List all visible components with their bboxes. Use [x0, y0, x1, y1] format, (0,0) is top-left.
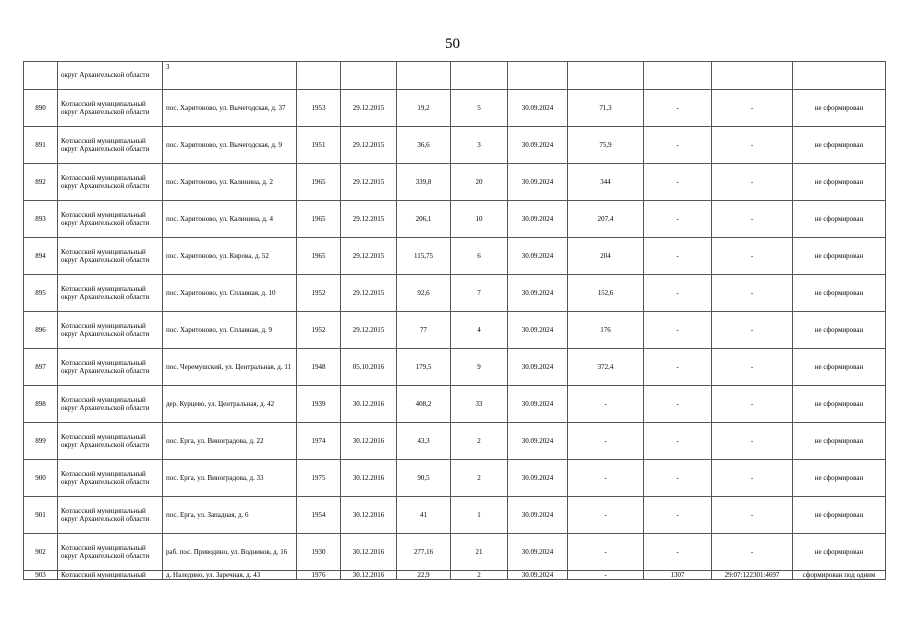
cell-owner: Котласский муниципальный округ Архангельской области: [58, 201, 163, 238]
cell-status: не сформирован: [793, 127, 886, 164]
cell-num: 895: [24, 275, 58, 312]
cell-status: не сформирован: [793, 164, 886, 201]
table-row-continuation: [24, 62, 886, 90]
cell-owner: Котласский муниципальный округ Архангельской области: [58, 238, 163, 275]
cell-area: 179,5: [397, 349, 451, 386]
cell-area: 77: [397, 312, 451, 349]
cell-col11: -: [712, 497, 793, 534]
cell-date: 30.12.2016: [341, 423, 397, 460]
table-row: [24, 90, 886, 127]
cell-area: 206,1: [397, 201, 451, 238]
table-row: [24, 201, 886, 238]
cell-date: 29.12.2015: [341, 164, 397, 201]
cell-address: пос. Харитоново, ул. Вычегодская, д. 9: [163, 127, 297, 164]
cell-date: 29.12.2015: [341, 238, 397, 275]
cell-deadline: 30.09.2024: [508, 238, 568, 275]
cell-value: -: [568, 423, 644, 460]
cell-owner: Котласский муниципальный округ Архангельской области: [58, 423, 163, 460]
cell-value: -: [568, 497, 644, 534]
cell-year: 1952: [297, 312, 341, 349]
cell-status: не сформирован: [793, 423, 886, 460]
cell-col10: -: [644, 127, 712, 164]
cell-address: 3: [163, 62, 297, 90]
cell-address: пос. Харитоново, ул. Сплавная, д. 10: [163, 275, 297, 312]
cell-deadline: 30.09.2024: [508, 312, 568, 349]
cell-num: [24, 62, 58, 90]
table-row: [24, 423, 886, 460]
cell-count: 3: [451, 127, 508, 164]
cell-address: пос. Харитоново, ул. Кирова, д. 52: [163, 238, 297, 275]
cell-deadline: 30.09.2024: [508, 164, 568, 201]
cell-date: 29.12.2015: [341, 90, 397, 127]
cell-count: 21: [451, 534, 508, 571]
cell-area: 43,3: [397, 423, 451, 460]
cell-area: 41: [397, 497, 451, 534]
cell-status: не сформирован: [793, 238, 886, 275]
cell-deadline: 30.09.2024: [508, 497, 568, 534]
cell-address: пос. Харитоново, ул. Калинина, д. 2: [163, 164, 297, 201]
cell-value: 344: [568, 164, 644, 201]
cell-status: не сформирован: [793, 497, 886, 534]
cell-col10: -: [644, 497, 712, 534]
cell-col11: -: [712, 534, 793, 571]
cell-value: [568, 62, 644, 90]
table-row: [24, 127, 886, 164]
table-row: [24, 349, 886, 386]
cell-year: 1965: [297, 238, 341, 275]
cell-status: не сформирован: [793, 460, 886, 497]
cell-num: 893: [24, 201, 58, 238]
cell-col10: -: [644, 90, 712, 127]
cell-area: 339,8: [397, 164, 451, 201]
cell-status: не сформирован: [793, 534, 886, 571]
cell-area: 22,9: [397, 571, 451, 580]
cell-owner: Котласский муниципальный округ Архангельской области: [58, 460, 163, 497]
cell-num: 896: [24, 312, 58, 349]
cell-num: 892: [24, 164, 58, 201]
cell-col10: -: [644, 534, 712, 571]
cell-value: -: [568, 534, 644, 571]
cell-value: 71,3: [568, 90, 644, 127]
cell-status: сформирован под одним: [793, 571, 886, 580]
cell-address: пос. Харитоново, ул. Сплавная, д. 9: [163, 312, 297, 349]
cell-owner: Котласский муниципальный округ Архангельской области: [58, 164, 163, 201]
cell-num: 890: [24, 90, 58, 127]
cell-num: 901: [24, 497, 58, 534]
cell-col11: -: [712, 386, 793, 423]
table-row: [24, 238, 886, 275]
cell-date: 30.12.2016: [341, 460, 397, 497]
cell-col10: -: [644, 386, 712, 423]
table-row: [24, 497, 886, 534]
cell-num: 891: [24, 127, 58, 164]
cell-col10: -: [644, 423, 712, 460]
cell-year: 1953: [297, 90, 341, 127]
cell-date: [341, 62, 397, 90]
cell-count: 7: [451, 275, 508, 312]
cell-col11: -: [712, 312, 793, 349]
cell-owner: Котласский муниципальный: [58, 571, 163, 580]
cell-count: [451, 62, 508, 90]
cell-deadline: 30.09.2024: [508, 349, 568, 386]
cell-value: -: [568, 571, 644, 580]
cell-count: 5: [451, 90, 508, 127]
cell-year: 1951: [297, 127, 341, 164]
cell-area: 19,2: [397, 90, 451, 127]
cell-year: 1954: [297, 497, 341, 534]
cell-value: 372,4: [568, 349, 644, 386]
cell-col11: -: [712, 127, 793, 164]
cell-num: 903: [24, 571, 58, 580]
cell-count: 4: [451, 312, 508, 349]
cell-col10: -: [644, 238, 712, 275]
cell-col10: -: [644, 201, 712, 238]
cell-count: 6: [451, 238, 508, 275]
cell-year: 1975: [297, 460, 341, 497]
cell-count: 2: [451, 460, 508, 497]
cell-value: 204: [568, 238, 644, 275]
cell-year: 1952: [297, 275, 341, 312]
cell-owner: Котласский муниципальный округ Архангельской области: [58, 275, 163, 312]
cell-status: не сформирован: [793, 349, 886, 386]
cell-date: 30.12.2016: [341, 571, 397, 580]
cell-year: 1965: [297, 201, 341, 238]
cell-year: 1965: [297, 164, 341, 201]
cell-col10: -: [644, 275, 712, 312]
cell-area: 408,2: [397, 386, 451, 423]
cell-col11: [712, 62, 793, 90]
cell-address: пос. Харитоново, ул. Калинина, д. 4: [163, 201, 297, 238]
cell-num: 897: [24, 349, 58, 386]
cell-col11: -: [712, 349, 793, 386]
cell-year: 1976: [297, 571, 341, 580]
cell-col10: [644, 62, 712, 90]
cell-area: 90,5: [397, 460, 451, 497]
cell-area: 36,6: [397, 127, 451, 164]
cell-year: 1974: [297, 423, 341, 460]
cell-year: [297, 62, 341, 90]
cell-address: пос. Ерга, ул. Западная, д. 6: [163, 497, 297, 534]
table-row: [24, 386, 886, 423]
cell-owner: Котласский муниципальный округ Архангельской области: [58, 497, 163, 534]
cell-status: не сформирован: [793, 386, 886, 423]
cell-col11: -: [712, 423, 793, 460]
cell-num: 899: [24, 423, 58, 460]
cell-owner: округ Архангельской области: [58, 62, 163, 90]
cell-date: 30.12.2016: [341, 534, 397, 571]
cell-num: 902: [24, 534, 58, 571]
cell-deadline: 30.09.2024: [508, 534, 568, 571]
cell-address: дер. Курцево, ул. Центральная, д. 42: [163, 386, 297, 423]
cell-col11: -: [712, 164, 793, 201]
cell-date: 05.10.2016: [341, 349, 397, 386]
cell-col11: -: [712, 238, 793, 275]
registry-table: [23, 61, 886, 580]
cell-address: раб. пос. Приводино, ул. Водников, д. 16: [163, 534, 297, 571]
cell-col11: -: [712, 90, 793, 127]
cell-year: 1939: [297, 386, 341, 423]
cell-value: 176: [568, 312, 644, 349]
cell-date: 30.12.2016: [341, 497, 397, 534]
cell-deadline: 30.09.2024: [508, 386, 568, 423]
cell-value: 152,6: [568, 275, 644, 312]
cell-date: 29.12.2015: [341, 127, 397, 164]
cell-owner: Котласский муниципальный округ Архангельской области: [58, 349, 163, 386]
cell-value: -: [568, 386, 644, 423]
cell-status: не сформирован: [793, 90, 886, 127]
cell-date: 29.12.2015: [341, 275, 397, 312]
cell-address: пос. Харитоново, ул. Вычегодская, д. 37: [163, 90, 297, 127]
cell-date: 30.12.2016: [341, 386, 397, 423]
cell-area: 92,6: [397, 275, 451, 312]
cell-status: не сформирован: [793, 201, 886, 238]
cell-year: 1948: [297, 349, 341, 386]
cell-value: 207,4: [568, 201, 644, 238]
cell-year: 1930: [297, 534, 341, 571]
cell-address: пос. Ерга, ул. Виноградова, д. 22: [163, 423, 297, 460]
table-row: [24, 571, 886, 580]
table-row: [24, 460, 886, 497]
table-body: [24, 62, 886, 580]
cell-num: 900: [24, 460, 58, 497]
cell-deadline: 30.09.2024: [508, 201, 568, 238]
table-row: [24, 534, 886, 571]
cell-count: 2: [451, 571, 508, 580]
cell-count: 10: [451, 201, 508, 238]
cell-area: [397, 62, 451, 90]
cell-area: 115,75: [397, 238, 451, 275]
table-row: [24, 275, 886, 312]
cell-deadline: 30.09.2024: [508, 423, 568, 460]
cell-count: 20: [451, 164, 508, 201]
cell-col11: 29:07:122301:4697: [712, 571, 793, 580]
cell-col11: -: [712, 275, 793, 312]
table-row: [24, 312, 886, 349]
cell-deadline: 30.09.2024: [508, 571, 568, 580]
cell-col11: -: [712, 201, 793, 238]
cell-owner: Котласский муниципальный округ Архангельской области: [58, 312, 163, 349]
cell-col10: 1307: [644, 571, 712, 580]
cell-deadline: 30.09.2024: [508, 90, 568, 127]
cell-owner: Котласский муниципальный округ Архангельской области: [58, 534, 163, 571]
cell-count: 2: [451, 423, 508, 460]
cell-deadline: 30.09.2024: [508, 127, 568, 164]
cell-col10: -: [644, 349, 712, 386]
cell-deadline: [508, 62, 568, 90]
table-row: [24, 164, 886, 201]
cell-deadline: 30.09.2024: [508, 275, 568, 312]
cell-status: [793, 62, 886, 90]
cell-owner: Котласский муниципальный округ Архангельской области: [58, 90, 163, 127]
cell-num: 894: [24, 238, 58, 275]
cell-address: пос. Черемушский, ул. Центральная, д. 11: [163, 349, 297, 386]
cell-count: 33: [451, 386, 508, 423]
cell-address: пос. Ерга, ул. Виноградова, д. 33: [163, 460, 297, 497]
cell-date: 29.12.2015: [341, 312, 397, 349]
cell-owner: Котласский муниципальный округ Архангельской области: [58, 127, 163, 164]
cell-status: не сформирован: [793, 312, 886, 349]
cell-value: -: [568, 460, 644, 497]
cell-count: 9: [451, 349, 508, 386]
cell-address: д. Наледино, ул. Заречная, д. 43: [163, 571, 297, 580]
cell-col11: -: [712, 460, 793, 497]
cell-area: 277,16: [397, 534, 451, 571]
cell-col10: -: [644, 460, 712, 497]
cell-owner: Котласский муниципальный округ Архангельской области: [58, 386, 163, 423]
cell-col10: -: [644, 312, 712, 349]
cell-count: 1: [451, 497, 508, 534]
cell-value: 75,9: [568, 127, 644, 164]
cell-status: не сформирован: [793, 275, 886, 312]
cell-deadline: 30.09.2024: [508, 460, 568, 497]
cell-num: 898: [24, 386, 58, 423]
page-number: 50: [445, 36, 460, 52]
cell-date: 29.12.2015: [341, 201, 397, 238]
cell-col10: -: [644, 164, 712, 201]
